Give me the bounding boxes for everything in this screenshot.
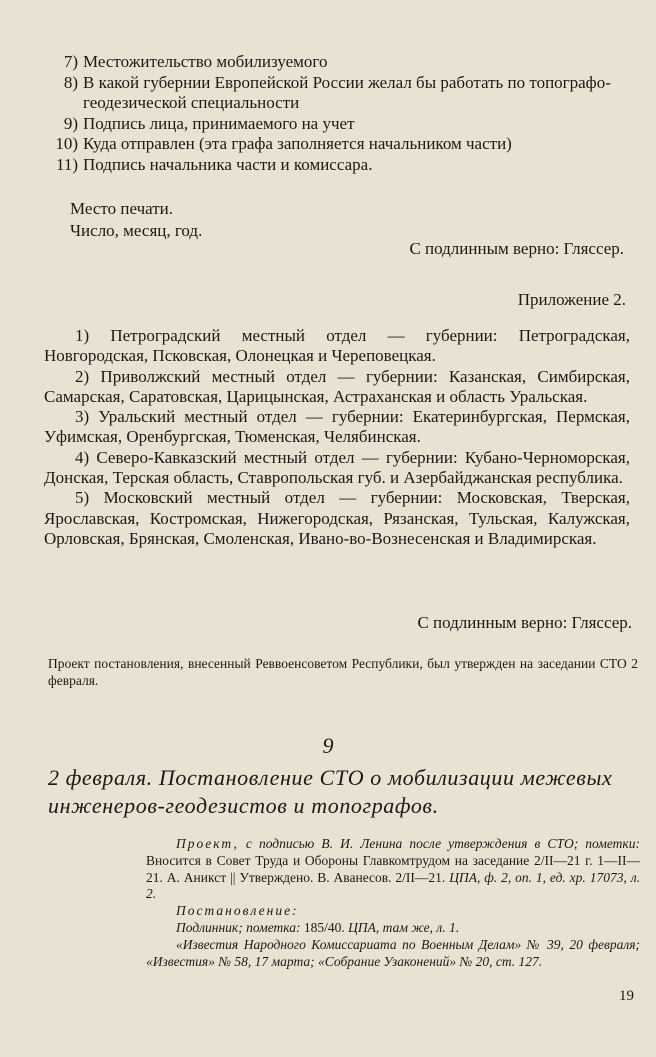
item-text: Куда отправлен (эта графа заполняется начальником части)	[83, 134, 512, 153]
list-item	[38, 52, 638, 73]
certification-line: С подлинным верно: Гляссер.	[409, 239, 624, 258]
source-references	[146, 836, 640, 970]
stamp-place: Место печати.	[70, 199, 174, 218]
stamp-block	[70, 198, 202, 242]
list-item	[38, 134, 638, 155]
item-text: Подпись начальника части и комиссара.	[83, 154, 373, 174]
list-item	[38, 73, 638, 114]
document-number: 9	[322, 733, 334, 758]
reference-entry: Проект, с подписью В. И. Ленина после утверждения в СТО; пометки: Вносится в Совет Труда и Обороны Главкомтрудом на заседание 2/II—21 г. 1—II—21. А. Аникст || Утверждено. В. Аванесов. 2/II—21. ЦПА, ф. 2, оп. 1, ед. хр. 17073, л. 2.	[146, 836, 640, 902]
list-item	[38, 155, 638, 176]
reference-entry: Подлинник; пометка: 185/40. ЦПА, там же, л. 1.	[176, 919, 460, 935]
item-number: 8)	[63, 72, 78, 92]
editorial-note: Проект постановления, внесенный Реввоенсоветом Республики, был утвержден на заседании СТО 2 февраля.	[48, 656, 638, 688]
reference-entry: Постановление:	[176, 903, 299, 919]
regions-list	[44, 326, 630, 549]
document-title: 2 февраля. Постановление СТО о мобилизации межевых инженеров-геодезистов и топографов.	[48, 765, 613, 818]
region-paragraph: 4) Северо-Кавказский местный отдел — губернии: Кубано-Черноморская, Донская, Терская область, Ставропольская губ. и Азербайджанская республика.	[44, 447, 630, 488]
form-fields-list	[38, 52, 638, 175]
item-number: 11)	[55, 154, 78, 174]
page-number: 19	[619, 988, 634, 1004]
region-paragraph: 5) Московский местный отдел — губернии: Московская, Тверская, Ярославская, Костромская, Нижегородская, Рязанская, Тульская, Калужская, Орловская, Брянская, Смоленская, Ивано-во-Вознесенская и Владимирская.	[44, 488, 630, 548]
item-number: 7)	[63, 52, 78, 71]
region-paragraph: 2) Приволжский местный отдел — губернии: Казанская, Симбирская, Самарская, Саратовская, Царицынская, Астраханская и область Уральская.	[44, 366, 630, 406]
item-number: 9)	[63, 113, 78, 133]
list-item	[38, 114, 638, 135]
reference-entry: «Известия Народного Комиссариата по Военным Делам» № 39, 20 февраля; «Известия» № 58, 17 марта; «Собрание Узаконений» № 20, ст. 127.	[146, 936, 640, 969]
appendix-label: Приложение 2.	[517, 290, 626, 309]
item-text: В какой губернии Европейской России желал бы работать по топографо-геодезической специальности	[83, 72, 611, 112]
region-paragraph: 1) Петроградский местный отдел — губернии: Петроградская, Новгородская, Псковская, Олонецкая и Череповецкая.	[44, 326, 630, 366]
certification-line: С подлинным верно: Гляссер.	[417, 613, 632, 632]
item-number: 10)	[55, 134, 78, 153]
stamp-date: Число, месяц, год.	[70, 221, 203, 240]
region-paragraph: 3) Уральский местный отдел — губернии: Екатеринбургская, Пермская, Уфимская, Оренбургская, Тюменская, Челябинская.	[44, 407, 630, 447]
item-text: Подпись лица, принимаемого на учет	[83, 113, 355, 133]
item-text: Местожительство мобилизуемого	[83, 52, 328, 71]
